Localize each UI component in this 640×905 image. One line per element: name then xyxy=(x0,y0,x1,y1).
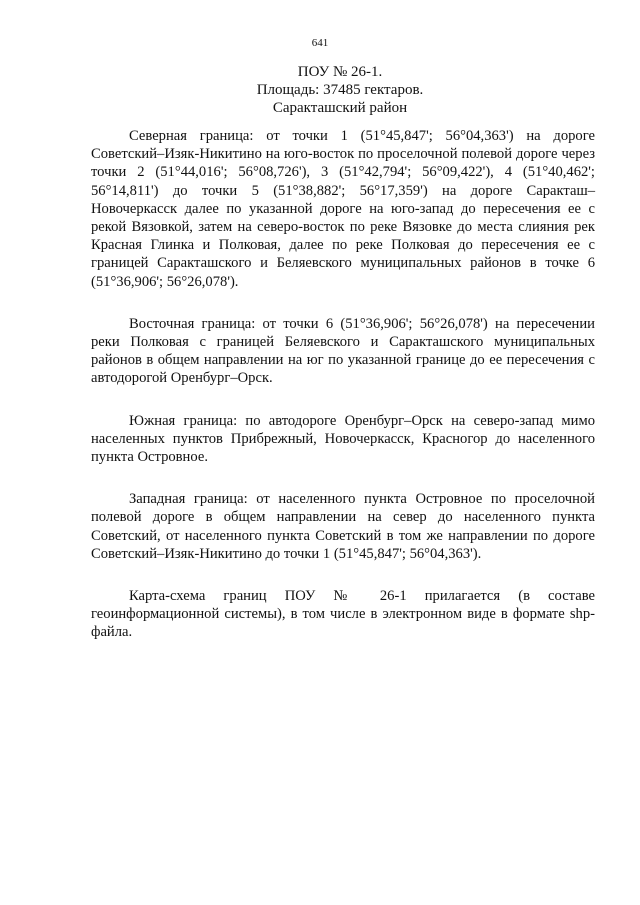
northern-boundary-paragraph: Северная граница: от точки 1 (51°45,847'; 56°04,363') на дороге Советский–Изяк-Никитино на юго-восток по проселочной полевой дороге через точки 2 (51°44,016'; 56°08,726'), 3 (51°42,794'; 56°09,422'), 4 (51°40,462'; 56°14,811') до точки 5 (51°38,882'; 56°17,359') на дороге Саракташ–Новочеркасск далее по указанной дороге на юго-запад до пересечения ее с рекой Вязовкой, затем на северо-восток по реке Вязовке до места слияния рек Красная Глинка и Полковая, далее по реке Полковая до пересечения ее с границей Саракташского и Беляевского муниципальных районов в точке 6 (51°36,906'; 56°26,078'). xyxy=(91,128,595,290)
document-body xyxy=(91,127,595,666)
document-header xyxy=(0,63,640,117)
district-line: Саракташский район xyxy=(272,100,408,116)
area-line: Площадь: 37485 гектаров. xyxy=(256,82,424,98)
eastern-boundary-paragraph: Восточная граница: от точки 6 (51°36,906'; 56°26,078') на пересечении реки Полковая с границей Беляевского и Саракташского муниципальных районов в общем направлении на юг по указанной границе до ее пересечения с автодорогой Оренбург–Орск. xyxy=(91,315,595,387)
page-number: 641 xyxy=(311,37,329,49)
document-title: ПОУ № 26-1. xyxy=(297,64,383,80)
southern-boundary-paragraph: Южная граница: по автодороге Оренбург–Орск на северо-запад мимо населенных пунктов Прибрежный, Новочеркасск, Красногор до населенного пункта Островное. xyxy=(91,412,595,466)
western-boundary-paragraph: Западная граница: от населенного пункта Островное по проселочной полевой дороге в общем направлении на север до населенного пункта Советский, от населенного пункта Советский в том же направлении по дороге Советский–Изяк-Никитино до точки 1 (51°45,847'; 56°04,363'). xyxy=(91,491,595,562)
map-scheme-paragraph: Карта-схема границ ПОУ № 26-1 прилагается (в составе геоинформационной системы), в том числе в электронном виде в формате shp-файла. xyxy=(91,588,595,641)
